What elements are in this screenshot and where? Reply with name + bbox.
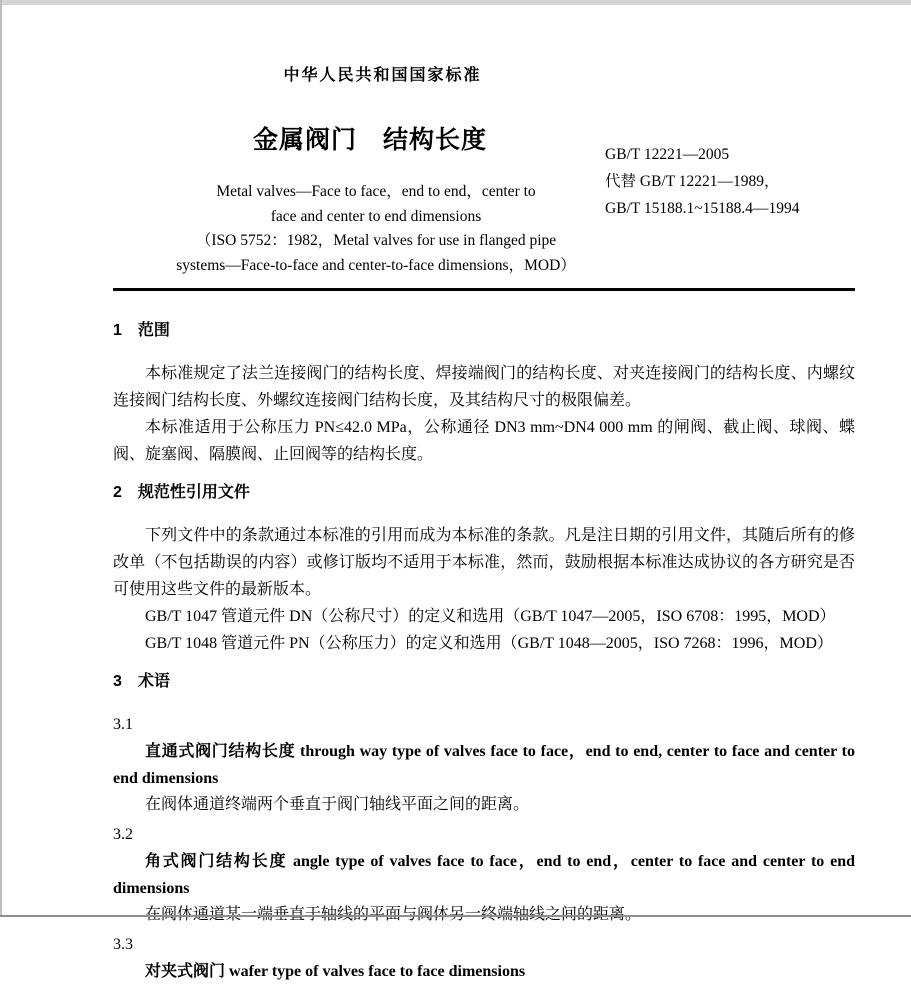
standard-code: GB/T 12221—2005 bbox=[605, 146, 730, 163]
section-heading-normative-references: 2 规范性引用文件 bbox=[113, 484, 250, 501]
section-heading-scope: 1 范围 bbox=[113, 322, 170, 339]
term-chinese: 角式阀门结构长度 bbox=[145, 853, 288, 870]
header-divider-rule bbox=[113, 288, 855, 291]
term-item-3-2 bbox=[113, 821, 855, 928]
national-standard-label: 中华人民共和国国家标准 bbox=[283, 67, 482, 84]
reference-gbt1047: GB/T 1047 管道元件 DN（公称尺寸）的定义和选用（GB/T 1047—2005，ISO 6708：1995，MOD） bbox=[145, 608, 836, 625]
title-english-line1: Metal valves—Face to face，end to end，center to bbox=[216, 183, 536, 200]
term-english: angle type of valves face to face，end to end，center to face and center to end dimensions bbox=[113, 853, 855, 897]
normative-references-paragraph: 下列文件中的条款通过本标准的引用而成为本标准的条款。凡是注日期的引用文件，其随后所有的修改单（不包括勘误的内容）或修订版均不适用于本标准，然而，鼓励根据本标准达成协议的各方研究是否可使用这些文件的最新版本。 bbox=[113, 527, 855, 598]
term-number: 3.3 bbox=[113, 936, 133, 953]
scope-paragraph-1: 本标准规定了法兰连接阀门的结构长度、焊接端阀门的结构长度、对夹连接阀门的结构长度、内螺纹连接阀门结构长度、外螺纹连接阀门结构长度，及其结构尺寸的极限偏差。 bbox=[113, 365, 855, 409]
iso-reference-line1: （ISO 5752：1982，Metal valves for use in flanged pipe bbox=[195, 232, 557, 249]
replaces-standard-line1: 代替 GB/T 12221—1989， bbox=[605, 173, 780, 190]
term-number: 3.2 bbox=[113, 826, 133, 843]
term-definition: 在阀体通道终端两个垂直于阀门轴线平面之间的距离。 bbox=[145, 796, 530, 813]
replaces-standard-line2: GB/T 15188.1~15188.4—1994 bbox=[605, 200, 800, 217]
term-number: 3.1 bbox=[113, 716, 133, 733]
reference-gbt1048: GB/T 1048 管道元件 PN（公称压力）的定义和选用（GB/T 1048—2005，ISO 7268：1996，MOD） bbox=[145, 635, 833, 652]
iso-reference-line2: systems—Face-to-face and center-to-face dimensions，MOD） bbox=[176, 256, 576, 274]
term-chinese: 对夹式阀门 bbox=[145, 963, 226, 980]
term-item-3-1 bbox=[113, 711, 855, 818]
term-item-3-3-clipped bbox=[113, 931, 855, 985]
title-english-line2: face and center to end dimensions bbox=[270, 207, 482, 225]
page-top-edge bbox=[0, 0, 911, 5]
term-title bbox=[113, 738, 855, 792]
document-title-chinese: 金属阀门 结构长度 bbox=[252, 126, 487, 154]
document-title-english bbox=[0, 180, 752, 278]
document-body bbox=[113, 306, 855, 985]
term-english: wafer type of valves face to face dimensions bbox=[229, 963, 526, 980]
term-chinese: 直通式阀门结构长度 bbox=[145, 743, 296, 760]
term-title bbox=[113, 958, 855, 985]
section-heading-terms: 3 术语 bbox=[113, 673, 170, 690]
term-title bbox=[113, 848, 855, 902]
page-bottom-edge bbox=[0, 915, 911, 917]
scope-paragraph-2: 本标准适用于公称压力 PN≤42.0 MPa，公称通径 DN3 mm~DN4 000 mm 的闸阀、截止阀、球阀、蝶阀、旋塞阀、隔膜阀、止回阀等的结构长度。 bbox=[113, 419, 855, 463]
term-english: through way type of valves face to face，end to end, center to face and center to end dimensions bbox=[113, 743, 855, 787]
